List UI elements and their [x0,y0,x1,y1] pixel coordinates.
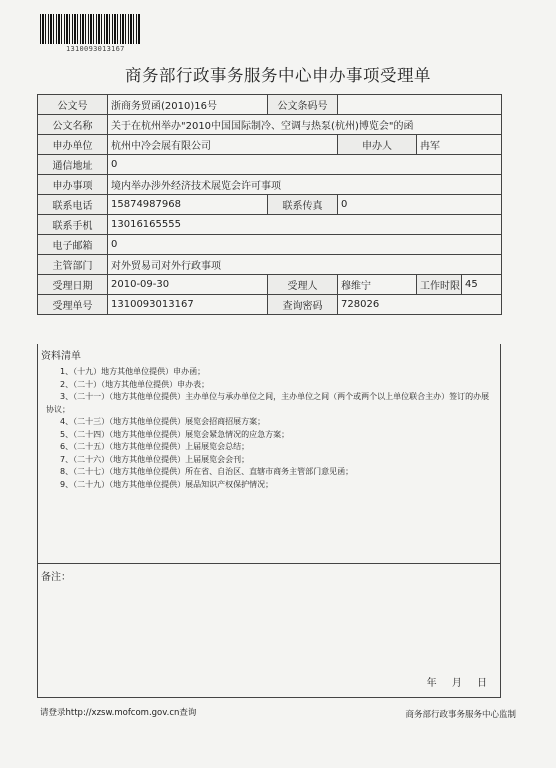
list-item: 3、（二十一）（地方其他单位提供）主办单位与承办单位之间，主办单位之间（两个或两个以上单位联合主办）签订的办展协议； [46,392,490,414]
doc-name-value: 关于在杭州举办"2010中国国际制冷、空调与热泵(杭州)博览会"的函 [108,115,502,135]
ticket-label: 受理单号 [38,295,108,315]
list-item: 8、（二十七）（地方其他单位提供）所在省、自治区、直辖市商务主管部门意见函； [60,467,354,476]
date-line [417,674,488,689]
ticket-value: 1310093013167 [108,295,268,315]
application-form-table [37,94,502,315]
year-label: 年 [426,678,438,689]
barcode-label: 公文条码号 [268,95,338,115]
date-label: 受理日期 [38,275,108,295]
receiver-label: 受理人 [268,275,338,295]
barcode-image [40,14,140,44]
list-item: 9、（二十九）（地方其他单位提供）展品知识产权保护情况； [60,479,274,489]
footer-issuer: 商务部行政事务服务中心监制 [405,710,516,720]
day-label: 日 [477,678,488,689]
fax-value: 0 [338,195,502,215]
remarks-heading: 备注： [41,572,71,583]
list-item: 2、（二十）（地方其他单位提供）申办表； [60,379,210,389]
unit-label: 申办单位 [38,135,108,155]
list-item: 5、（二十四）（地方其他单位提供）展览会紧急情况的应急方案； [60,429,290,439]
doc-no-label: 公文号 [38,95,108,115]
barcode-number: 1310093013167 [66,45,125,53]
address-value: 0 [108,155,502,175]
footer-query-link: 请登录http://xzsw.mofcom.gov.cn查询 [40,708,197,718]
applicant-label: 申办人 [338,135,417,155]
materials-heading: 资料清单 [41,351,81,362]
worktime-value: 45 [462,275,502,295]
fax-label: 联系传真 [268,195,338,215]
list-item: 7、（二十六）（地方其他单位提供）上届展览会会刊； [60,454,250,464]
doc-no-value: 浙商务贸函(2010)16号 [108,95,268,115]
receiver-value: 穆维宁 [338,275,417,295]
materials-list [46,366,490,491]
mobile-label: 联系手机 [38,215,108,235]
worktime-label: 工作时限 [417,275,462,295]
query-value: 728026 [338,295,502,315]
applicant-value: 冉军 [417,135,502,155]
page-title: 商务部行政事务服务中心申办事项受理单 [125,66,431,85]
list-item: 1、（十九）地方其他单位提供）申办函； [60,367,206,376]
month-label: 月 [451,678,463,689]
date-value: 2010-09-30 [108,275,268,295]
remarks-section [37,564,501,698]
dept-value: 对外贸易司对外行政事项 [108,255,502,275]
phone-value: 15874987968 [108,195,268,215]
phone-label: 联系电话 [38,195,108,215]
list-item: 4、（二十三）（地方其他单位提供）展览会招商招展方案； [60,417,266,426]
dept-label: 主管部门 [38,255,108,275]
materials-section [37,344,501,564]
address-label: 通信地址 [38,155,108,175]
mobile-value: 13016165555 [108,215,502,235]
list-item: 6、（二十五）（地方其他单位提供）上届展览会总结； [60,442,250,451]
barcode-value [338,95,502,115]
item-value: 境内举办涉外经济技术展览会许可事项 [108,175,502,195]
doc-name-label: 公文名称 [38,115,108,135]
email-value: 0 [108,235,502,255]
email-label: 电子邮箱 [38,235,108,255]
query-label: 查询密码 [268,295,338,315]
item-label: 申办事项 [38,175,108,195]
unit-value: 杭州中冷会展有限公司 [108,135,338,155]
